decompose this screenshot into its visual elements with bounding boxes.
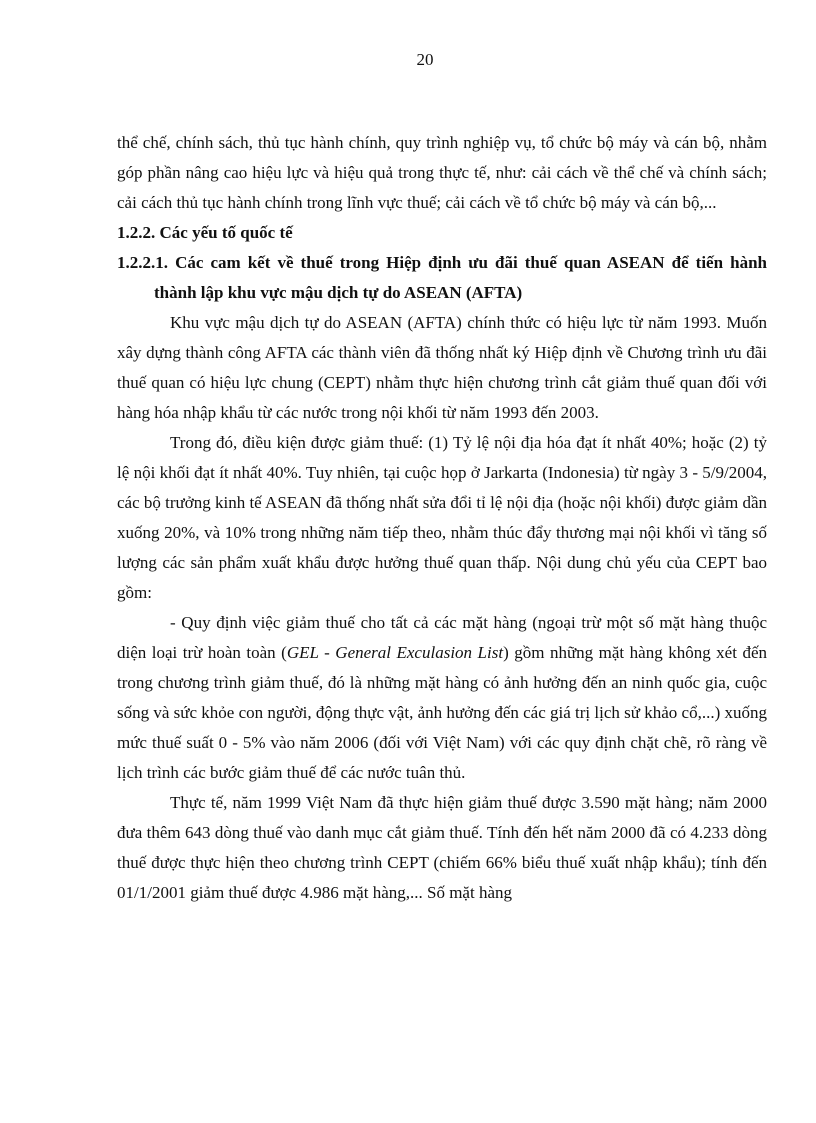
paragraph-afta: Khu vực mậu dịch tự do ASEAN (AFTA) chính thức có hiệu lực từ năm 1993. Muốn xây dựng thành công AFTA các thành viên đã thống nhất ký Hiệp định về Chương trình ưu đãi thuế quan có hiệu lực chung (CEPT) nhằm thực hiện chương trình cắt giảm thuế quan đối với hàng hóa nhập khẩu từ các nước trong nội khối từ năm 1993 đến 2003. [117, 313, 767, 422]
document-body [117, 128, 767, 908]
paragraph-vietnam-facts: Thực tế, năm 1999 Việt Nam đã thực hiện giảm thuế được 3.590 mặt hàng; năm 2000 đưa thêm 643 dòng thuế vào danh mục cắt giảm thuế. Tính đến hết năm 2000 đã có 4.233 dòng thuế được thực hiện theo chương trình CEPT (chiếm 66% biểu thuế xuất nhập khẩu); tính đến 01/1/2001 giảm thuế được 4.986 mặt hàng,... Số mặt hàng [117, 793, 767, 902]
section-heading-1-2-2-1: 1.2.2.1. Các cam kết về thuế trong Hiệp định ưu đãi thuế quan ASEAN để tiến hành thành lập khu vực mậu dịch tự do ASEAN (AFTA) [117, 253, 767, 302]
section-heading-1-2-2: 1.2.2. Các yếu tố quốc tế [117, 223, 293, 242]
bullet-tax-reduction [117, 608, 767, 788]
bullet-text-start: - Quy định việc giảm thuế cho tất cả các mặt hàng (ngoại trừ một số mặt hàng thuộc diện loại trừ hoàn toàn ( [117, 613, 767, 662]
paragraph-continuation: thể chế, chính sách, thủ tục hành chính, quy trình nghiệp vụ, tổ chức bộ máy và cán bộ, nhằm góp phần nâng cao hiệu lực và hiệu quả trong thực tế, như: cải cách về thể chế và chính sách; cải cách thủ tục hành chính trong lĩnh vực thuế; cải cách về tổ chức bộ máy và cán bộ,... [117, 133, 767, 212]
page-number: 20 [416, 50, 434, 69]
bullet-text-end: ) gồm những mặt hàng không xét đến trong chương trình giảm thuế, đó là những mặt hàng có ảnh hưởng đến an ninh quốc gia, cuộc sống và sức khỏe con người, động thực vật, ảnh hưởng đến các giá trị lịch sử khảo cổ,...) xuống mức thuế suất 0 - 5% vào năm 2006 (đối với Việt Nam) với các quy định chặt chẽ, rõ ràng về lịch trình các bước giảm thuế để các nước tuân thủ. [117, 643, 767, 782]
paragraph-conditions: Trong đó, điều kiện được giảm thuế: (1) Tỷ lệ nội địa hóa đạt ít nhất 40%; hoặc (2) tỷ lệ nội khối đạt ít nhất 40%. Tuy nhiên, tại cuộc họp ở Jarkarta (Indonesia) từ ngày 3 - 5/9/2004, các bộ trưởng kinh tế ASEAN đã thống nhất sửa đổi tỉ lệ nội địa (hoặc nội khối) được giảm dần xuống 20%, và 10% trong những năm tiếp theo, nhằm thúc đẩy thương mại nội khối vì tăng số lượng các sản phẩm xuất khẩu được hưởng thuế quan thấp. Nội dung chủ yếu của CEPT bao gồm: [117, 433, 767, 602]
bullet-text-italic: GEL - General Exculasion List [286, 643, 504, 662]
